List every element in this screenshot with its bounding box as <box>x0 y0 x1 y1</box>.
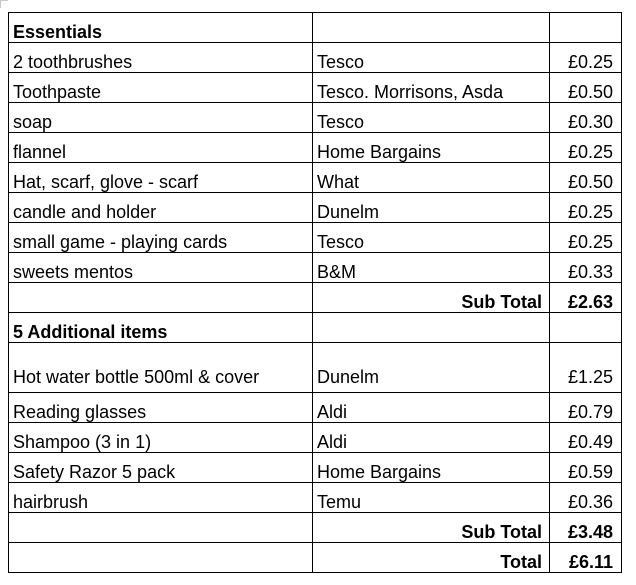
item-name: candle and holder <box>9 193 313 223</box>
item-shop: B&M <box>313 253 550 283</box>
table-row <box>9 423 622 453</box>
item-shop: Home Bargains <box>313 133 550 163</box>
section-header-row <box>9 13 622 43</box>
item-shop: Tesco <box>313 223 550 253</box>
item-name: Reading glasses <box>9 393 313 423</box>
item-price: £0.25 <box>550 133 622 163</box>
table-row <box>9 163 622 193</box>
item-price: £0.79 <box>550 393 622 423</box>
item-shop: Temu <box>313 483 550 513</box>
empty-cell <box>550 13 622 43</box>
table-row <box>9 343 622 393</box>
table-row <box>9 223 622 253</box>
subtotal-value: £3.48 <box>550 513 622 543</box>
table-row <box>9 453 622 483</box>
item-shop: Aldi <box>313 423 550 453</box>
item-price: £0.59 <box>550 453 622 483</box>
item-name: flannel <box>9 133 313 163</box>
table-row <box>9 193 622 223</box>
item-shop: Dunelm <box>313 343 550 393</box>
empty-cell <box>9 513 313 543</box>
item-price: £0.25 <box>550 223 622 253</box>
total-value: £6.11 <box>550 543 622 573</box>
item-name: Safety Razor 5 pack <box>9 453 313 483</box>
item-price: £0.49 <box>550 423 622 453</box>
item-name: Toothpaste <box>9 73 313 103</box>
item-name: Hat, scarf, glove - scarf <box>9 163 313 193</box>
item-price: £0.50 <box>550 163 622 193</box>
table-row <box>9 483 622 513</box>
table-row <box>9 103 622 133</box>
table-row <box>9 253 622 283</box>
subtotal-row <box>9 283 622 313</box>
subtotal-value: £2.63 <box>550 283 622 313</box>
subtotal-label: Sub Total <box>313 283 550 313</box>
item-name: Hot water bottle 500ml & cover <box>9 343 313 393</box>
empty-cell <box>313 13 550 43</box>
table-row <box>9 133 622 163</box>
item-price: £0.30 <box>550 103 622 133</box>
empty-cell <box>9 283 313 313</box>
section-header-row <box>9 313 622 343</box>
item-name: sweets mentos <box>9 253 313 283</box>
item-price: £1.25 <box>550 343 622 393</box>
section-heading-additional: 5 Additional items <box>9 313 313 343</box>
item-shop: Home Bargains <box>313 453 550 483</box>
empty-cell <box>550 313 622 343</box>
item-name: small game - playing cards <box>9 223 313 253</box>
item-name: hairbrush <box>9 483 313 513</box>
table-anchor-mark <box>0 0 8 8</box>
item-shop: Tesco. Morrisons, Asda <box>313 73 550 103</box>
empty-cell <box>313 313 550 343</box>
item-price: £0.25 <box>550 193 622 223</box>
section-heading-essentials: Essentials <box>9 13 313 43</box>
item-name: 2 toothbrushes <box>9 43 313 73</box>
subtotal-label: Sub Total <box>313 513 550 543</box>
item-shop: Tesco <box>313 43 550 73</box>
item-price: £0.50 <box>550 73 622 103</box>
item-price: £0.36 <box>550 483 622 513</box>
empty-cell <box>9 543 313 573</box>
table-row <box>9 393 622 423</box>
item-price: £0.25 <box>550 43 622 73</box>
table-row <box>9 73 622 103</box>
item-shop: Tesco <box>313 103 550 133</box>
item-shop: What <box>313 163 550 193</box>
subtotal-row <box>9 513 622 543</box>
item-shop: Dunelm <box>313 193 550 223</box>
item-shop: Aldi <box>313 393 550 423</box>
item-name: Shampoo (3 in 1) <box>9 423 313 453</box>
table-row <box>9 43 622 73</box>
item-name: soap <box>9 103 313 133</box>
item-price: £0.33 <box>550 253 622 283</box>
shopping-list-table <box>8 12 622 573</box>
total-row <box>9 543 622 573</box>
total-label: Total <box>313 543 550 573</box>
